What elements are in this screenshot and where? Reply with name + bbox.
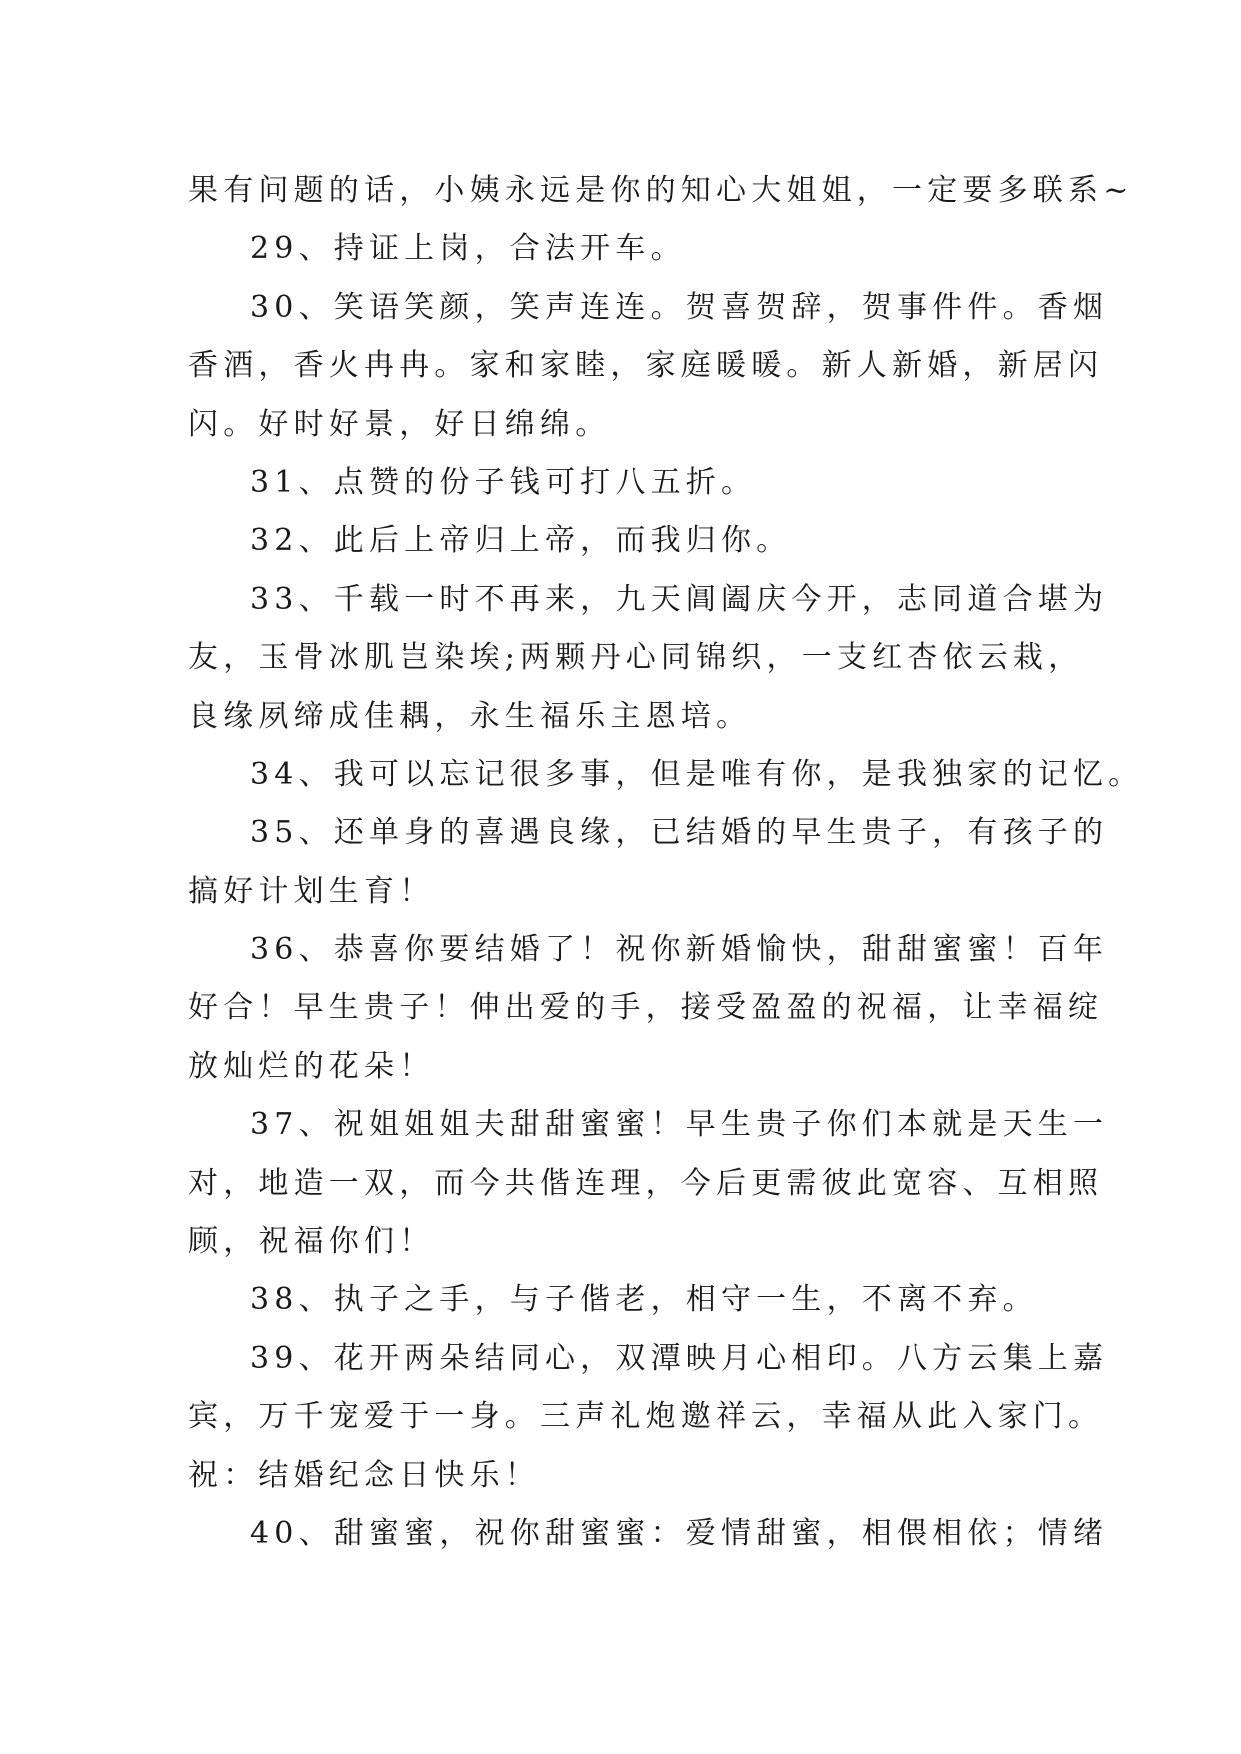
text-line: 闪。好时好景，好日绵绵。 bbox=[188, 406, 611, 442]
document-body bbox=[188, 162, 1144, 1563]
text-line: 祝：结婚纪念日快乐！ bbox=[188, 1457, 540, 1493]
text-line: 29、持证上岗，合法开车。 bbox=[250, 231, 686, 267]
text-line: 37、祝姐姐姐夫甜甜蜜蜜！早生贵子你们本就是天生一 bbox=[250, 1107, 1109, 1143]
text-line: 果有问题的话，小姨永远是你的知心大姐姐，一定要多联系~ bbox=[188, 173, 1134, 208]
text-line: 38、执子之手，与子偕老，相守一生，不离不弃。 bbox=[250, 1282, 1038, 1318]
text-line: 友，玉骨冰肌岂染埃;两颗丹心同锦织，一支红杏依云栽， bbox=[188, 640, 1084, 676]
text-line: 搞好计划生育！ bbox=[188, 873, 435, 909]
text-line: 30、笑语笑颜，笑声连连。贺喜贺辞，贺事件件。香烟 bbox=[250, 289, 1109, 325]
text-line: 对，地造一双，而今共偕连理，今后更需彼此宽容、互相照 bbox=[188, 1165, 1104, 1201]
text-line: 31、点赞的份子钱可打八五折。 bbox=[250, 464, 757, 500]
text-line: 35、还单身的喜遇良缘，已结婚的早生贵子，有孩子的 bbox=[250, 815, 1109, 851]
text-line: 放灿烂的花朵！ bbox=[188, 1048, 435, 1084]
text-line: 宾，万千宠爱于一身。三声礼炮邀祥云，幸福从此入家门。 bbox=[188, 1399, 1104, 1435]
text-line: 33、千载一时不再来，九天阊阖庆今开，志同道合堪为 bbox=[250, 581, 1109, 617]
text-line: 36、恭喜你要结婚了！祝你新婚愉快，甜甜蜜蜜！百年 bbox=[250, 932, 1109, 968]
text-line: 香酒，香火冉冉。家和家睦，家庭暖暖。新人新婚，新居闪 bbox=[188, 348, 1104, 384]
text-line: 32、此后上帝归上帝，而我归你。 bbox=[250, 523, 792, 559]
text-line: 40、甜蜜蜜，祝你甜蜜蜜：爱情甜蜜，相偎相依；情绪 bbox=[250, 1515, 1109, 1551]
text-line: 34、我可以忘记很多事，但是唯有你，是我独家的记忆。 bbox=[250, 756, 1144, 792]
text-line: 39、花开两朵结同心，双潭映月心相印。八方云集上嘉 bbox=[250, 1340, 1109, 1376]
text-line: 好合！早生贵子！伸出爱的手，接受盈盈的祝福，让幸福绽 bbox=[188, 990, 1104, 1026]
text-line: 顾，祝福你们！ bbox=[188, 1224, 435, 1260]
text-line: 良缘夙缔成佳耦，永生福乐主恩培。 bbox=[188, 698, 752, 734]
